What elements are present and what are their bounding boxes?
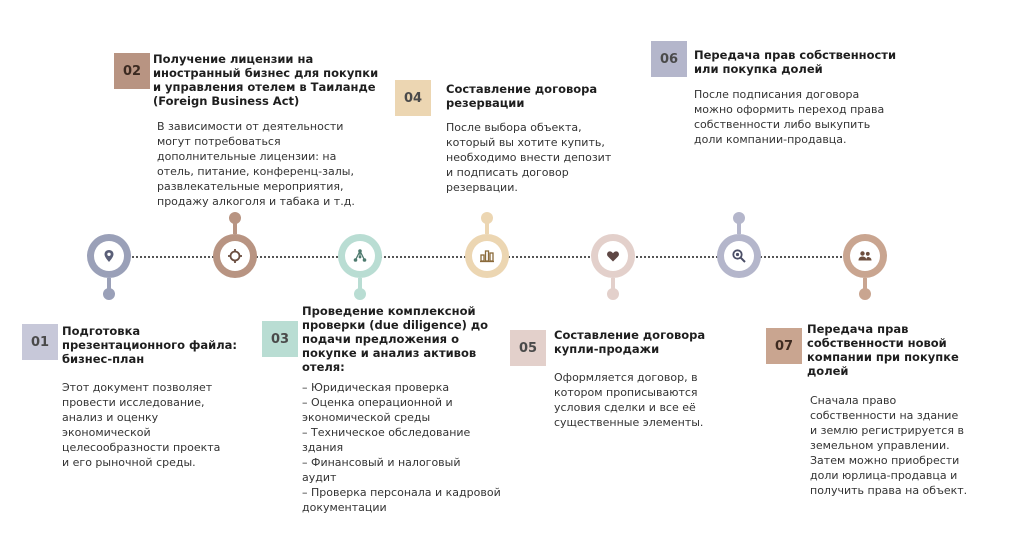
- step-title-03: Проведение комплексной проверки (due diligence) до подачи предложения о покупке и анализ активов отеля:: [302, 304, 489, 374]
- crosshair-icon: [220, 241, 250, 271]
- step-badge-07: 07: [766, 328, 802, 364]
- step-title-04: Составление договора резервации: [446, 82, 598, 110]
- node-5-knob: [607, 288, 619, 300]
- step-title-06: Передача прав собственности или покупка долей: [694, 48, 897, 76]
- step-desc-06: После подписания договора можно оформить переход права собственности либо выкупить доли компании-продавца.: [694, 88, 885, 146]
- node-7-knob: [859, 288, 871, 300]
- timeline-node-5: [591, 234, 635, 278]
- step-title-07: Передача прав собственности новой компании при покупке долей: [807, 322, 959, 378]
- location-pin-icon: [94, 241, 124, 271]
- search-icon: [724, 241, 754, 271]
- step-desc-07: Сначала право собственности на здание и землю регистрируется в земельном управлении. Затем можно приобрести доли юрлица-продавца и получить права на объект.: [810, 394, 968, 497]
- step-title-05: Составление договора купли-продажи: [554, 328, 706, 356]
- step-desc-03: – Юридическая проверка – Оценка операционной и экономической среды – Техническое обследование здания – Финансовый и налоговый аудит – Проверка персонала и кадровой документации: [302, 381, 501, 514]
- step-desc-05: Оформляется договор, в котором прописываются условия сделки и все её существенные элементы.: [554, 371, 704, 429]
- step-desc-01: Этот документ позволяет провести исследование, анализ и оценку экономической целесообразности проекта и его рыночной среды.: [62, 381, 221, 469]
- timeline-node-7: [843, 234, 887, 278]
- node-4-stem: [485, 222, 489, 234]
- timeline-node-2: [213, 234, 257, 278]
- step-badge-04: 04: [395, 80, 431, 116]
- step-title-02: Получение лицензии на иностранный бизнес для покупки и управления отелем в Таиланде (Foreign Business Act): [153, 52, 379, 108]
- step-badge-05: 05: [510, 330, 546, 366]
- node-6-stem: [737, 222, 741, 234]
- timeline-node-6: [717, 234, 761, 278]
- step-badge-01: 01: [22, 324, 58, 360]
- heart-icon: [598, 241, 628, 271]
- step-desc-02: В зависимости от деятельности могут потребоваться дополнительные лицензии: на отель, питание, конференц-залы, развлекательные мероприятия, продажу алкоголя и табака и т.д.: [157, 120, 355, 208]
- step-badge-03: 03: [262, 321, 298, 357]
- network-icon: [345, 241, 375, 271]
- step-title-01: Подготовка презентационного файла: бизнес-план: [62, 324, 238, 366]
- node-2-stem: [233, 222, 237, 234]
- timeline-node-4: [465, 234, 509, 278]
- timeline-node-1: [87, 234, 131, 278]
- bar-chart-icon: [472, 241, 502, 271]
- node-3-knob: [354, 288, 366, 300]
- step-badge-02: 02: [114, 53, 150, 89]
- people-icon: [850, 241, 880, 271]
- step-desc-04: После выбора объекта, который вы хотите купить, необходимо внести депозит и подписать договор резервации.: [446, 121, 612, 194]
- step-badge-06: 06: [651, 41, 687, 77]
- node-1-knob: [103, 288, 115, 300]
- timeline-node-3: [338, 234, 382, 278]
